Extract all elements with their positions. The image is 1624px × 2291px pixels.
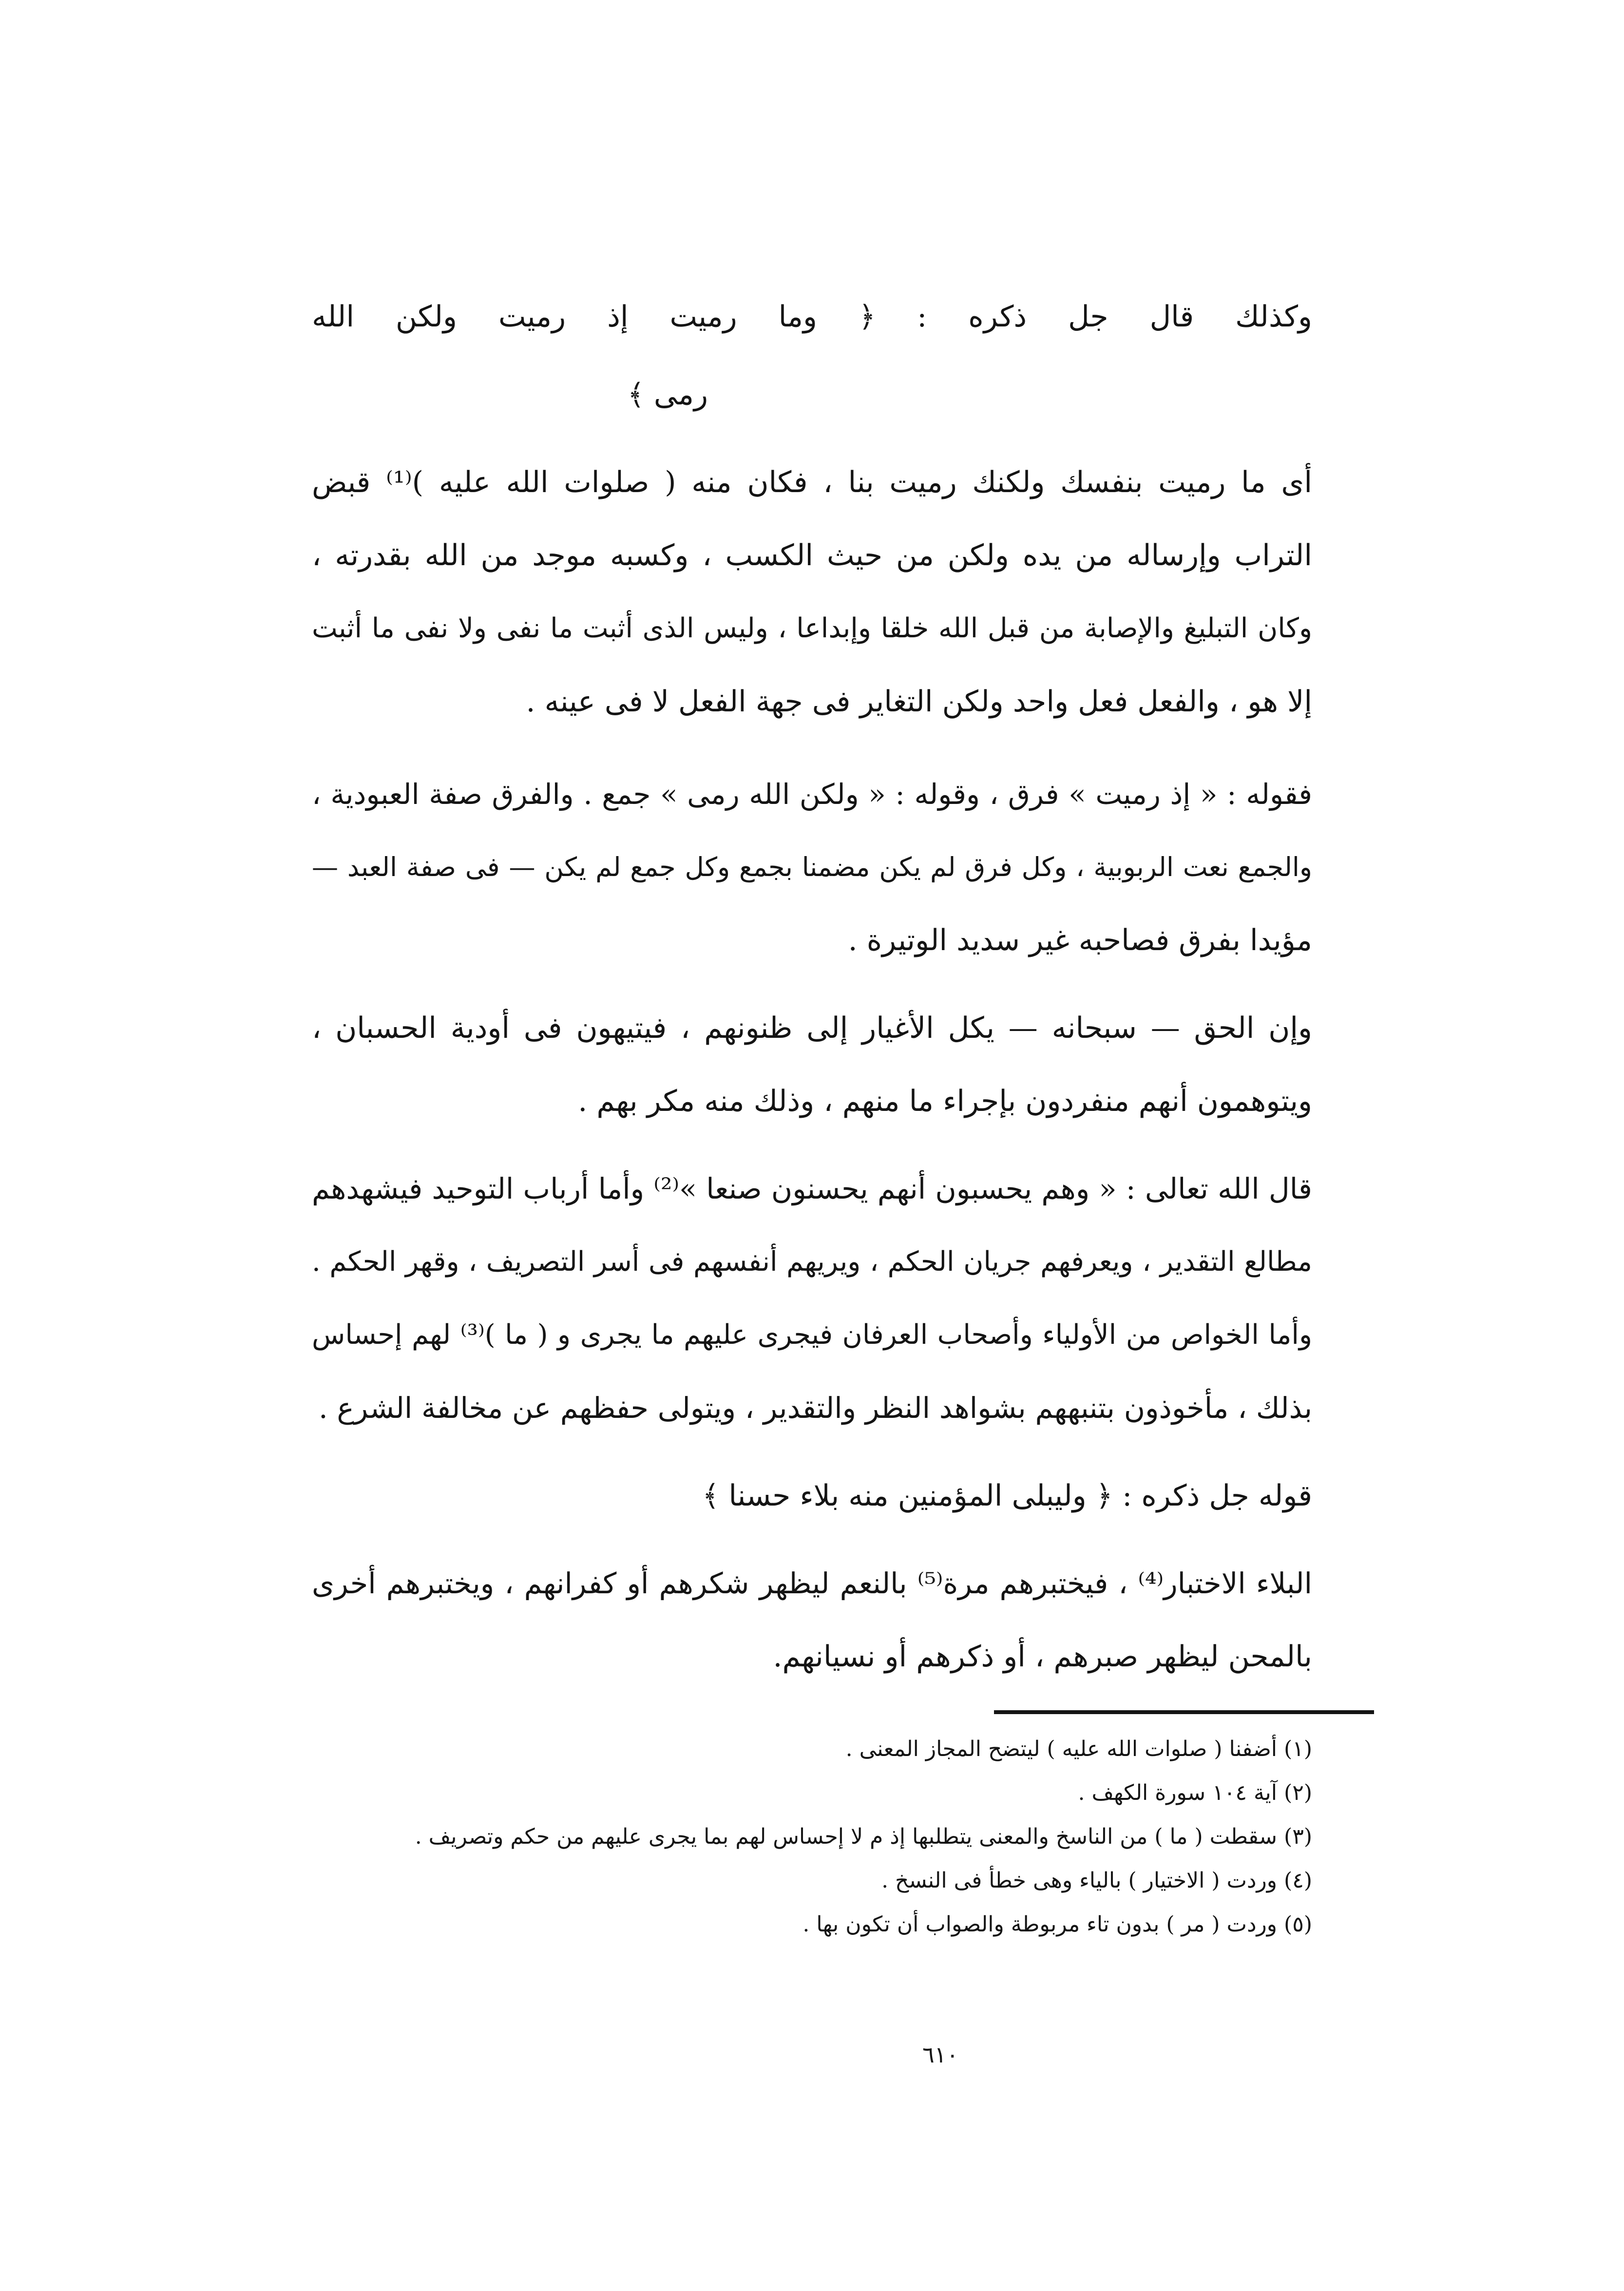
text-line: بذلك ، مأخوذون بتنبههم بشواهد النظر والتقدير ، ويتولى حفظهم عن مخالفة الشرع .	[319, 1391, 1312, 1425]
footnote: (٥) وردت ( مر ) بدون تاء مربوطة والصواب أن تكون بها .	[802, 1912, 1312, 1937]
footnote: (٣) سقطت ( ما ) من الناسخ والمعنى يتطلبها إذ م لا إحساس لهم بما يجرى عليهم من حكم وتصريف .	[415, 1824, 1312, 1849]
text-line: إلا هو ، والفعل فعل واحد ولكن التغاير فى جهة الفعل لا فى عينه .	[526, 685, 1312, 719]
text-line: مطالع التقدير ، ويعرفهم جريان الحكم ، ويريهم أنفسهم فى أسر التصريف ، وقهر الحكم .	[312, 1246, 1312, 1278]
text-line: وكان التبليغ والإصابة من قبل الله خلقا وإبداعا ، وليس الذى أثبت ما نفى ولا نفى ما أثبت	[312, 612, 1312, 644]
text-line: وأما الخواص من الأولياء وأصحاب العرفان فيجرى عليهم ما يجرى و ( ما )⁽³⁾ لهم إحساس	[312, 1319, 1312, 1351]
footnote: (١) أضفنا ( صلوات الله عليه ) ليتضح المجاز المعنى .	[845, 1737, 1312, 1761]
text-line: مؤيدا بفرق فصاحبه غير سديد الوتيرة .	[848, 923, 1312, 957]
text-line: رمى ﴾	[627, 378, 708, 412]
footnote-separator	[994, 1710, 1374, 1714]
text-line: قوله جل ذكره : ﴿ وليبلى المؤمنين منه بلاء حسنا ﴾	[702, 1479, 1312, 1513]
page-number: ٦١٠	[922, 2042, 959, 2068]
text-line: قال الله تعالى : « وهم يحسبون أنهم يحسنون صنعا »⁽²⁾ وأما أرباب التوحيد فيشهدهم	[312, 1172, 1312, 1205]
text-line: التراب وإرساله من يده ولكن من حيث الكسب ، وكسبه موجد من الله بقدرته ،	[312, 538, 1312, 573]
text-line: وإن الحق — سبحانه — يكل الأغيار إلى ظنونهم ، فيتيهون فى أودية الحسبان ،	[312, 1011, 1312, 1045]
text-line: أى ما رميت بنفسك ولكنك رميت بنا ، فكان منه ( صلوات الله عليه )⁽¹⁾ قبض	[312, 465, 1312, 499]
footnote: (٤) وردت ( الاختيار ) بالياء وهى خطأ فى النسخ .	[881, 1868, 1312, 1893]
text-line: بالمحن ليظهر صبرهم ، أو ذكرهم أو نسيانهم.	[773, 1640, 1312, 1674]
text-line: ويتوهمون أنهم منفردون بإجراء ما منهم ، وذلك منه مكر بهم .	[578, 1084, 1312, 1118]
text-line: والجمع نعت الربوبية ، وكل فرق لم يكن مضمنا بجمع وكل جمع لم يكن — فى صفة العبد —	[312, 852, 1312, 882]
text-line: البلاء الاختبار⁽⁴⁾ ، فيختبرهم مرة⁽⁵⁾ بالنعم ليظهر شكرهم أو كفرانهم ، ويختبرهم أخرى	[312, 1566, 1312, 1600]
text-line: فقوله : « إذ رميت » فرق ، وقوله : « ولكن الله رمى » جمع . والفرق صفة العبودية ،	[312, 778, 1312, 811]
footnote: (٢) آية ١٠٤ سورة الكهف .	[1078, 1780, 1312, 1805]
text-line: وكذلك قال جل ذكره : ﴿ وما رميت إذ رميت ولكن الله	[312, 300, 1312, 334]
